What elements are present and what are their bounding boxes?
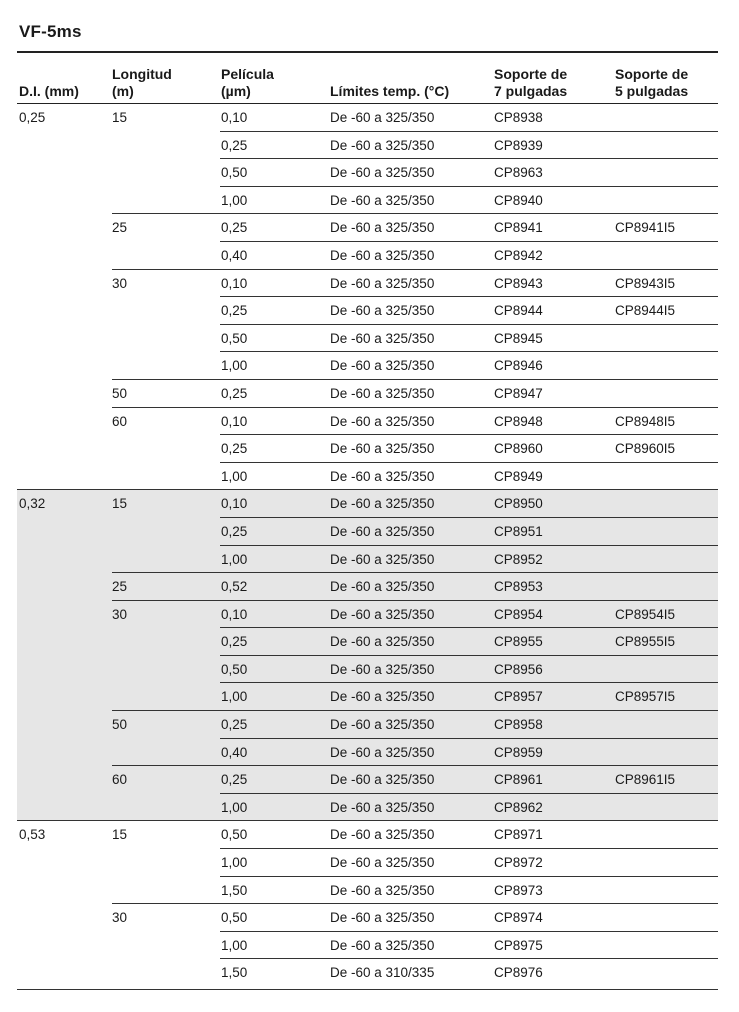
table-row bbox=[17, 463, 718, 491]
cell-film: 1,00 bbox=[221, 937, 248, 953]
cell-part-7in: CP8962 bbox=[494, 799, 543, 815]
table-row bbox=[17, 904, 718, 932]
cell-temp-limits: De -60 a 325/350 bbox=[330, 910, 435, 926]
cell-part-5in: CP8955I5 bbox=[615, 634, 676, 650]
table-row bbox=[17, 104, 718, 132]
table-header bbox=[17, 59, 718, 103]
cell-temp-limits: De -60 a 325/350 bbox=[330, 413, 435, 429]
cell-film: 0,25 bbox=[221, 772, 248, 788]
cell-part-7in: CP8955 bbox=[494, 634, 543, 650]
cell-length: 30 bbox=[112, 606, 128, 622]
table-row bbox=[17, 380, 718, 408]
cell-part-5in: CP8944I5 bbox=[615, 303, 676, 319]
header-pelicula bbox=[221, 66, 274, 100]
cell-part-5in: CP8943I5 bbox=[615, 275, 676, 291]
cell-film: 1,50 bbox=[221, 965, 248, 981]
table-row bbox=[17, 325, 718, 353]
cell-part-7in: CP8960 bbox=[494, 441, 543, 457]
cell-part-7in: CP8941 bbox=[494, 220, 543, 236]
table-row bbox=[17, 794, 718, 822]
cell-temp-limits: De -60 a 325/350 bbox=[330, 137, 435, 153]
cell-part-7in: CP8956 bbox=[494, 661, 543, 677]
table-row bbox=[17, 959, 718, 987]
cell-temp-limits: De -60 a 325/350 bbox=[330, 772, 435, 788]
cell-film: 0,10 bbox=[221, 275, 248, 291]
cell-temp-limits: De -60 a 325/350 bbox=[330, 165, 435, 181]
cell-length: 60 bbox=[112, 772, 128, 788]
header-soporte5-line2: 5 pulgadas bbox=[615, 83, 689, 99]
cell-length: 50 bbox=[112, 717, 128, 733]
cell-temp-limits: De -60 a 325/350 bbox=[330, 579, 435, 595]
table-row bbox=[17, 932, 718, 960]
cell-film: 0,25 bbox=[221, 441, 248, 457]
cell-film: 0,10 bbox=[221, 413, 248, 429]
header-longitud bbox=[112, 66, 172, 100]
cell-di: 0,53 bbox=[19, 827, 46, 843]
cell-film: 0,25 bbox=[221, 634, 248, 650]
cell-part-7in: CP8945 bbox=[494, 330, 543, 346]
cell-film: 0,25 bbox=[221, 137, 248, 153]
header-soporte5-line1: Soporte de bbox=[615, 66, 689, 82]
cell-film: 0,40 bbox=[221, 744, 248, 760]
cell-temp-limits: De -60 a 325/350 bbox=[330, 192, 435, 208]
cell-temp-limits: De -60 a 325/350 bbox=[330, 799, 435, 815]
cell-temp-limits: De -60 a 325/350 bbox=[330, 330, 435, 346]
cell-temp-limits: De -60 a 325/350 bbox=[330, 937, 435, 953]
cell-temp-limits: De -60 a 325/350 bbox=[330, 220, 435, 236]
cell-part-7in: CP8952 bbox=[494, 551, 543, 567]
cell-part-5in: CP8957I5 bbox=[615, 689, 676, 705]
table-row bbox=[17, 352, 718, 380]
cell-film: 0,50 bbox=[221, 827, 248, 843]
cell-length: 25 bbox=[112, 579, 128, 595]
table-row bbox=[17, 849, 718, 877]
header-pelicula-line2: (µm) bbox=[221, 83, 251, 99]
header-soporte7-line1: Soporte de bbox=[494, 66, 568, 82]
cell-part-7in: CP8972 bbox=[494, 855, 543, 871]
cell-part-7in: CP8940 bbox=[494, 192, 543, 208]
cell-temp-limits: De -60 a 325/350 bbox=[330, 110, 435, 125]
cell-film: 0,10 bbox=[221, 496, 248, 512]
table-row bbox=[17, 270, 718, 298]
header-di bbox=[19, 83, 79, 100]
table-row bbox=[17, 518, 718, 546]
table-row bbox=[17, 214, 718, 242]
cell-length: 50 bbox=[112, 385, 128, 401]
table-row bbox=[17, 408, 718, 436]
cell-film: 1,00 bbox=[221, 799, 248, 815]
table-row bbox=[17, 490, 718, 518]
table-row bbox=[17, 132, 718, 160]
cell-temp-limits: De -60 a 310/335 bbox=[330, 965, 435, 981]
cell-part-7in: CP8948 bbox=[494, 413, 543, 429]
cell-part-7in: CP8938 bbox=[494, 110, 543, 125]
table-row bbox=[17, 739, 718, 767]
cell-part-7in: CP8947 bbox=[494, 385, 543, 401]
cell-part-7in: CP8959 bbox=[494, 744, 543, 760]
cell-part-7in: CP8971 bbox=[494, 827, 543, 843]
cell-film: 0,40 bbox=[221, 247, 248, 263]
table-row bbox=[17, 297, 718, 325]
cell-part-7in: CP8942 bbox=[494, 247, 543, 263]
cell-length: 25 bbox=[112, 220, 128, 236]
cell-part-7in: CP8951 bbox=[494, 523, 543, 539]
cell-film: 1,00 bbox=[221, 358, 248, 374]
cell-film: 0,50 bbox=[221, 910, 248, 926]
bottom-rule bbox=[17, 989, 718, 990]
cell-temp-limits: De -60 a 325/350 bbox=[330, 441, 435, 457]
cell-film: 1,00 bbox=[221, 689, 248, 705]
cell-temp-limits: De -60 a 325/350 bbox=[330, 275, 435, 291]
header-pelicula-line1: Película bbox=[221, 66, 274, 82]
cell-film: 0,10 bbox=[221, 110, 248, 125]
cell-part-7in: CP8976 bbox=[494, 965, 543, 981]
cell-di: 0,25 bbox=[19, 110, 46, 125]
cell-part-5in: CP8941I5 bbox=[615, 220, 676, 236]
cell-temp-limits: De -60 a 325/350 bbox=[330, 523, 435, 539]
cell-temp-limits: De -60 a 325/350 bbox=[330, 689, 435, 705]
cell-temp-limits: De -60 a 325/350 bbox=[330, 634, 435, 650]
table-row bbox=[17, 435, 718, 463]
table-row bbox=[17, 711, 718, 739]
cell-temp-limits: De -60 a 325/350 bbox=[330, 717, 435, 733]
cell-part-7in: CP8943 bbox=[494, 275, 543, 291]
cell-part-7in: CP8950 bbox=[494, 496, 543, 512]
cell-temp-limits: De -60 a 325/350 bbox=[330, 827, 435, 843]
cell-length: 15 bbox=[112, 496, 128, 512]
cell-film: 1,00 bbox=[221, 468, 248, 484]
table-row bbox=[17, 601, 718, 629]
cell-length: 30 bbox=[112, 910, 128, 926]
cell-temp-limits: De -60 a 325/350 bbox=[330, 468, 435, 484]
table-row bbox=[17, 628, 718, 656]
table-row bbox=[17, 766, 718, 794]
cell-temp-limits: De -60 a 325/350 bbox=[330, 882, 435, 898]
table-row bbox=[17, 159, 718, 187]
cell-film: 0,50 bbox=[221, 330, 248, 346]
cell-film: 1,00 bbox=[221, 551, 248, 567]
page-title: VF-5ms bbox=[19, 22, 82, 41]
table-row bbox=[17, 546, 718, 574]
top-rule bbox=[17, 51, 718, 53]
cell-film: 0,50 bbox=[221, 661, 248, 677]
table-row bbox=[17, 877, 718, 905]
table-row bbox=[17, 656, 718, 684]
cell-temp-limits: De -60 a 325/350 bbox=[330, 385, 435, 401]
table-row bbox=[17, 683, 718, 711]
table-row bbox=[17, 573, 718, 601]
cell-part-7in: CP8974 bbox=[494, 910, 543, 926]
cell-temp-limits: De -60 a 325/350 bbox=[330, 358, 435, 374]
cell-film: 0,50 bbox=[221, 165, 248, 181]
cell-part-7in: CP8973 bbox=[494, 882, 543, 898]
header-limites bbox=[330, 83, 449, 100]
cell-part-7in: CP8961 bbox=[494, 772, 543, 788]
cell-length: 60 bbox=[112, 413, 128, 429]
cell-part-5in: CP8961I5 bbox=[615, 772, 676, 788]
cell-di: 0,32 bbox=[19, 496, 46, 512]
cell-length: 30 bbox=[112, 275, 128, 291]
cell-film: 1,50 bbox=[221, 882, 248, 898]
cell-part-7in: CP8957 bbox=[494, 689, 543, 705]
cell-part-7in: CP8944 bbox=[494, 303, 543, 319]
cell-part-7in: CP8946 bbox=[494, 358, 543, 374]
cell-film: 0,25 bbox=[221, 385, 248, 401]
cell-temp-limits: De -60 a 325/350 bbox=[330, 661, 435, 677]
cell-temp-limits: De -60 a 325/350 bbox=[330, 247, 435, 263]
header-di-label: D.I. (mm) bbox=[19, 83, 79, 99]
header-limites-label: Límites temp. (°C) bbox=[330, 83, 450, 99]
header-soporte7 bbox=[494, 66, 567, 100]
cell-part-7in: CP8963 bbox=[494, 165, 543, 181]
header-soporte7-line2: 7 pulgadas bbox=[494, 83, 568, 99]
table-row bbox=[17, 821, 718, 849]
cell-length: 15 bbox=[112, 827, 128, 843]
cell-film: 1,00 bbox=[221, 855, 248, 871]
product-table bbox=[17, 104, 718, 987]
cell-film: 0,25 bbox=[221, 523, 248, 539]
cell-length: 15 bbox=[112, 110, 128, 125]
cell-part-7in: CP8949 bbox=[494, 468, 543, 484]
cell-part-5in: CP8954I5 bbox=[615, 606, 676, 622]
header-longitud-line1: Longitud bbox=[112, 66, 172, 82]
cell-temp-limits: De -60 a 325/350 bbox=[330, 303, 435, 319]
cell-part-5in: CP8948I5 bbox=[615, 413, 676, 429]
cell-temp-limits: De -60 a 325/350 bbox=[330, 855, 435, 871]
cell-film: 0,25 bbox=[221, 303, 248, 319]
cell-temp-limits: De -60 a 325/350 bbox=[330, 744, 435, 760]
cell-temp-limits: De -60 a 325/350 bbox=[330, 496, 435, 512]
cell-part-7in: CP8958 bbox=[494, 717, 543, 733]
cell-temp-limits: De -60 a 325/350 bbox=[330, 606, 435, 622]
table-row bbox=[17, 242, 718, 270]
cell-temp-limits: De -60 a 325/350 bbox=[330, 551, 435, 567]
cell-film: 0,25 bbox=[221, 717, 248, 733]
cell-film: 0,10 bbox=[221, 606, 248, 622]
header-soporte5 bbox=[615, 66, 688, 100]
cell-film: 0,25 bbox=[221, 220, 248, 236]
cell-part-7in: CP8975 bbox=[494, 937, 543, 953]
cell-part-7in: CP8954 bbox=[494, 606, 543, 622]
cell-film: 1,00 bbox=[221, 192, 248, 208]
cell-film: 0,52 bbox=[221, 579, 248, 595]
cell-part-5in: CP8960I5 bbox=[615, 441, 676, 457]
cell-part-7in: CP8939 bbox=[494, 137, 543, 153]
table-row bbox=[17, 187, 718, 215]
header-longitud-line2: (m) bbox=[112, 83, 134, 99]
cell-part-7in: CP8953 bbox=[494, 579, 543, 595]
